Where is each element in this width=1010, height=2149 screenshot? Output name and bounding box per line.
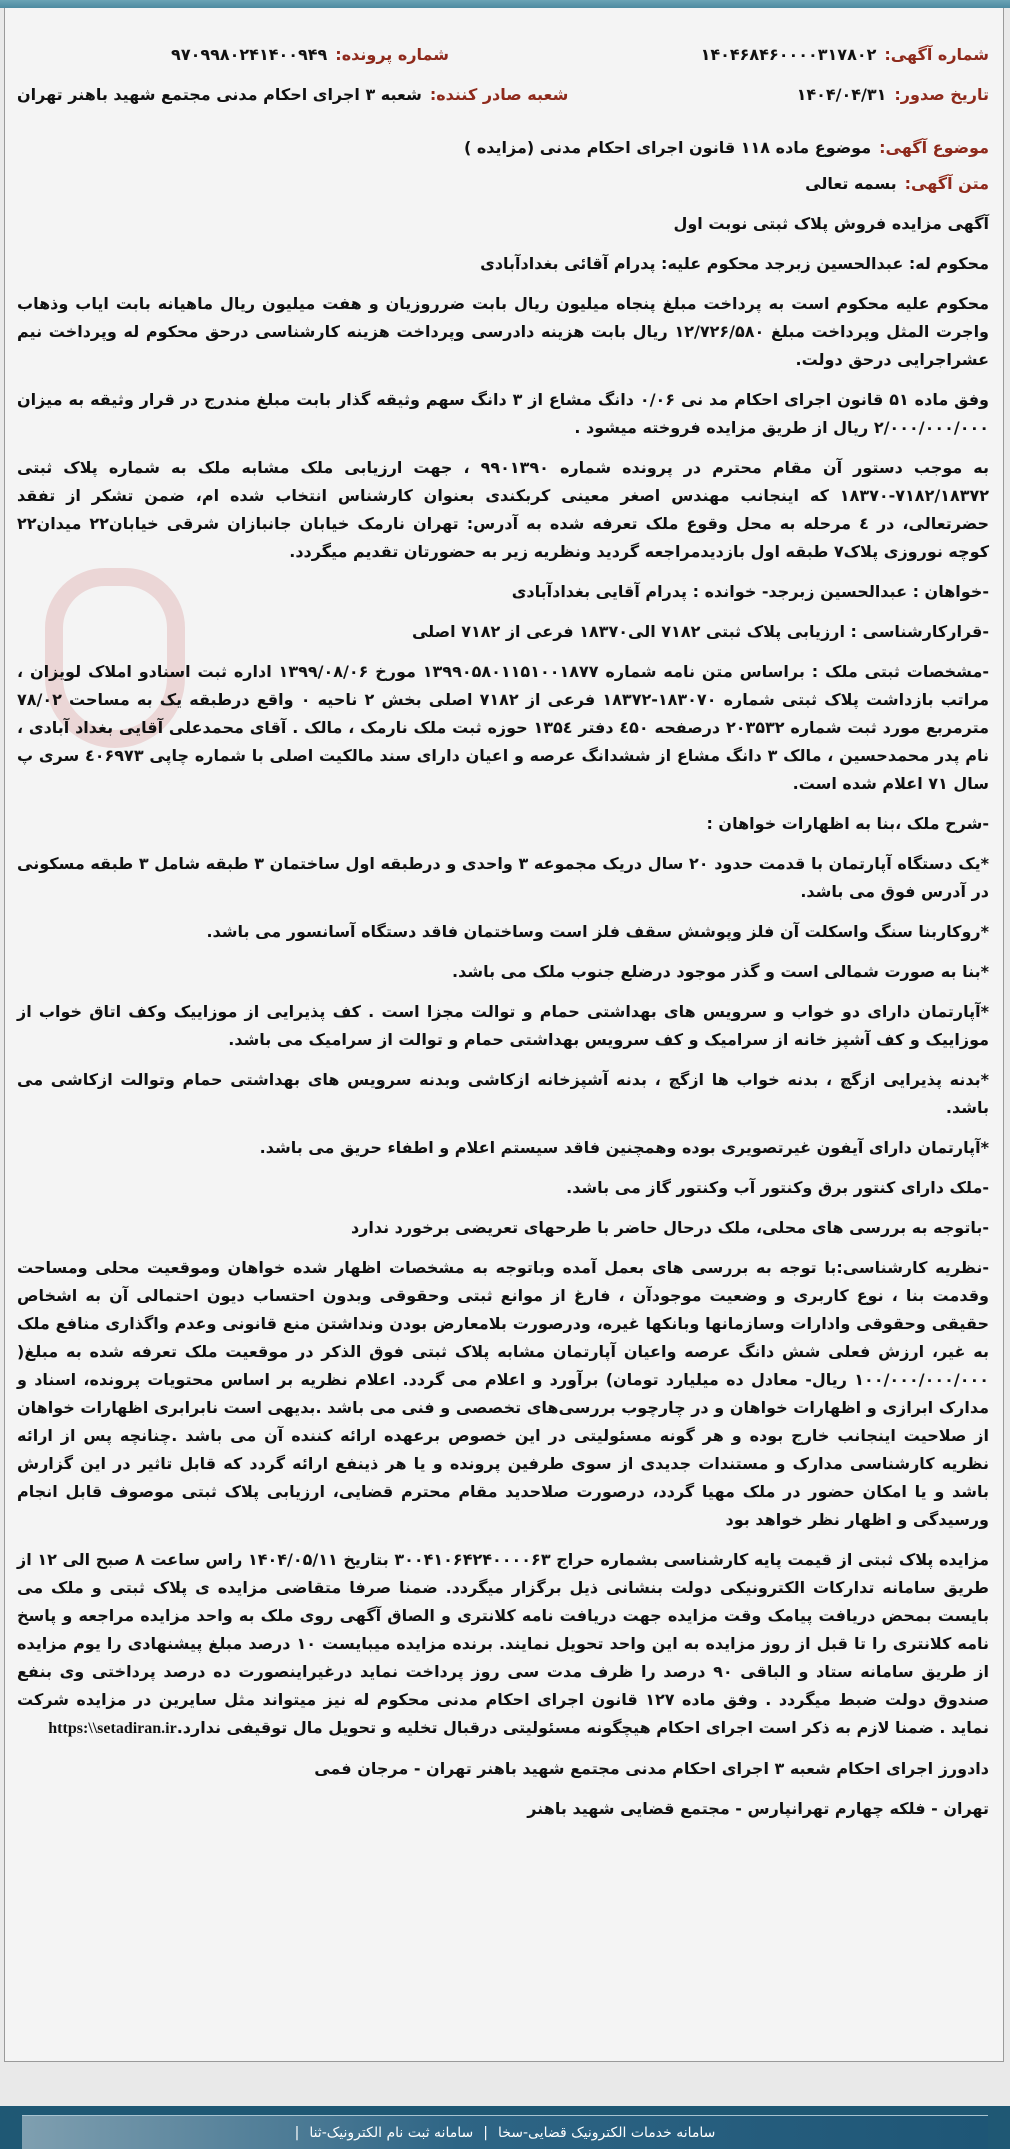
case-number-value: ۹۷۰۹۹۸۰۲۴۱۴۰۰۹۴۹ [171,44,328,64]
issue-date [568,85,989,104]
notice-paragraph: *بدنه پذیرایی ازگچ ، بدنه خواب ها ازگچ ، بدنه آشپزخانه ازکاشی وبدنه سرویس های بهداشتی حمام وتوالت ازکاشی می باشد. [17,1070,989,1117]
notice-paragraph [17,1546,989,1743]
header-row-1 [17,34,989,74]
footer-links [22,2115,988,2149]
address: تهران - فلکه چهارم تهرانپارس - مجتمع قضایی شهید باهنر [527,1799,989,1818]
issuer-value: شعبه ۳ اجرای احکام مدنی مجتمع شهید باهنر تهران [17,84,422,104]
case-number [171,45,449,64]
notice-paragraph: به موجب دستور آن مقام محترم در پرونده شماره ۹۹۰۱۳۹۰ ، جهت ارزیابی ملک مشابه ملک به شماره پلاک ثبتی ۷۱۸۲/۱۸۳۷۲-۱۸۳۷۰ که اینجانب مهندس اصغر معینی کربکندی بعنوان کارشناس انتخاب شده ام، ضمن تشکر از تفقد حضرتعالی، در ٤ مرحله به محل وقوع ملک تعرفه شده به آدرس: تهران نارمک خیابان جانبازان شرقی خیابان۲۲ میدان۲۲ کوچه نوروزی پلاک۷ طبقه اول بازدیدمراجعه گردید ونظریه زیر به حضورتان تقدیم میگردد. [17,458,990,561]
signature: دادورز اجرای احکام شعبه ۳ اجرای احکام مدنی مجتمع شهید باهنر تهران - مرجان فمی [314,1759,989,1778]
setadiran-link[interactable]: https:\\setadiran.ir [48,1720,177,1737]
notice-paragraph: محکوم علیه محکوم است به پرداخت مبلغ پنجاه میلیون ریال بابت ضرروزیان و هفت میلیون ریال ماهیانه بابت ایاب وذهاب واجرت المثل وپرداخت مبلغ ۱۲/۷۲۶/۵۸۰ ریال بابت هزینه دادرسی وپرداخت هزینه کارشناسی درحق محکوم له وپرداخت نیم عشراجرایی درحق دولت. [17,294,989,369]
notice-content [17,34,989,1835]
text-field [17,166,989,202]
notice-body [17,210,989,1743]
text-opening: بسمه تعالی [805,174,897,193]
case-number-label: شماره پرونده: [335,44,449,64]
footer-link-sakha[interactable]: سامانه خدمات الکترونیک قضایی-سخا [497,2124,716,2141]
subject-field [17,130,989,166]
notice-paragraph: -باتوجه به بررسی های محلی، ملک درحال حاضر با طرحهای تعریضی برخورد ندارد [350,1218,989,1237]
footer [0,2106,1010,2149]
notice-paragraph: -قرارکارشناسی : ارزیابی پلاک ثبتی ۷۱۸۲ الی۱۸۳۷۰ فرعی از ۷۱۸۲ اصلی [411,622,989,641]
issue-date-label: تاریخ صدور: [894,84,989,104]
top-bar [0,0,1010,8]
notice-number [449,45,989,64]
footer-link-sana[interactable]: سامانه ثبت نام الکترونیک-ثنا [309,2124,474,2141]
subject-value: موضوع ماده ۱۱۸ قانون اجرای احکام مدنی (مزایده ) [463,138,872,157]
footer-separator: | [483,2124,488,2141]
notice-paragraph: وفق ماده ۵۱ قانون اجرای احکام مد نی ۰/۰۶ دانگ مشاع از ۳ دانگ سهم وثیقه گذار بابت مبلغ مندرج در قرار وثیقه به میزان ۲/۰۰۰/۰۰۰/۰۰۰ ریال از طریق مزایده فروخته میشود . [17,390,990,437]
notice-number-value: ۱۴۰۴۶۸۴۶۰۰۰۰۳۱۷۸۰۲ [700,44,877,64]
issuer [17,85,568,104]
notice-paragraph: *بنا به صورت شمالی است و گذر موجود درضلع جنوب ملک می باشد. [452,962,989,981]
notice-paragraph: *روکاربنا سنگ واسکلت آن فلز وپوشش سقف فلز است وساختمان فاقد دستگاه آسانسور می باشد. [206,922,989,941]
paragraph-text: مزایده پلاک ثبتی از قیمت پایه کارشناسی بشماره حراج ۳۰۰۴۱۰۶۴۲۴۰۰۰۰۶۳ بتاریخ ۱۴۰۴/۰۵/۱۱ راس ساعت ۸ صبح الی ۱۲ از طریق سامانه تدارکات الکترونیکی دولت بنشانی ذیل برگزار میگردد. ضمنا صرفا متقاضی مزایده ی پلاک ثبتی و ملک می بایست بمحض دریافت پیامک وقت مزایده جهت دریافت نامه کلانتری و الصاق آگهی روی ملک به واحد مزایده مراجعه و پاسخ نامه کلانتری را تا قبل از روز مزایده به این واحد تحویل نمایند. برنده مزایده میبایست ۱۰ درصد مبلغ پیشنهادی را یوم مزایده از طریق سامانه ستاد و الباقی ۹۰ درصد را ظرف مدت سی روز پرداخت نماید درغیراینصورت ده درصد پرداختی وی بنفع صندوق دولت ضبط میگردد . وفق ماده ۱۲۷ قانون اجرای احکام مدنی محکوم له نیز میتواند مثل سایرین در مزایده شرکت نماید . ضمنا لازم به ذکر است اجرای احکام هیچگونه مسئولیتی درقبال تخلیه و تحویل مال توقیفی ندارد. [17,1550,990,1737]
notice-card [4,8,1004,2062]
notice-paragraph: -مشخصات ثبتی ملک : براساس متن نامه شماره ۱۳۹۹۰۵۸۰۱۱۵۱۰۰۱۸۷۷ مورخ ۱۳۹۹/۰۸/۰۶ اداره ثبت اسنادو املاک لویزان ، مراتب بازداشت پلاک ثبتی شماره ۱۸۳۰۷۰-۱۸۳۷۲ فرعی از ۷۱۸۲ اصلی بخش ۲ ناحیه ۰ واقع درطبقه یک به مساحت ۷۸/۰۲ مترمربع مورد ثبت شماره ۲۰۳۵۳۲ درصفحه ٤۵۰ دفتر ۱۳۵٤ حوزه ثبت ملک نارمک ، مالک . آقای محمدعلی آقایی بغداد آبادی ، نام پدر محمدحسین ، مالک ۳ دانگ مشاع از ششدانگ عرصه و اعیان دارای سند مالکیت اصلی با شماره چاپی ٤۰۶۹۷۳ سری پ سال ۷۱ اعلام شده است. [17,662,990,793]
issue-date-value: ۱۴۰۴/۰۴/۳۱ [796,84,887,104]
notice-paragraph: -خواهان : عبدالحسین زبرجد- خوانده : پدرام آقایی بغدادآبادی [511,582,989,601]
notice-paragraph: محکوم له: عبدالحسین زبرجد محکوم علیه: پدرام آقائی بغدادآبادی [480,254,989,273]
header-row-2 [17,74,989,114]
notice-number-label: شماره آگهی: [884,44,989,64]
notice-paragraph: *آپارتمان دارای دو خواب و سرویس های بهداشتی حمام و توالت مجزا است . کف پذیرایی از موزاییک وکف اتاق خواب از موزاییک و کف آشپز خانه از سرامیک و کف سرویس بهداشتی حمام و توالت از سرامیک می باشد. [17,1002,989,1049]
notice-paragraph: *یک دستگاه آپارتمان با قدمت حدود ۲۰ سال دریک مجموعه ۳ واحدی و درطبقه اول ساختمان ۳ طبقه شامل ۳ طبقه مسکونی در آدرس فوق می باشد. [17,854,990,901]
notice-paragraph: *آپارتمان دارای آیفون غیرتصویری بوده وهمچنین فاقد سیستم اعلام و اطفاء حریق می باشد. [259,1138,989,1157]
notice-paragraph: -شرح ملک ،بنا به اظهارات خواهان : [706,814,989,833]
issuer-label: شعبه صادر کننده: [429,84,569,104]
text-label: متن آگهی: [904,174,989,193]
notice-paragraph: آگهی مزایده فروش پلاک ثبتی نوبت اول [673,214,989,233]
notice-paragraph: -ملک دارای کنتور برق وکنتور آب وکنتور گاز می باشد. [566,1178,989,1197]
notice-paragraph: -نظریه کارشناسی:با توجه به بررسی های بعمل آمده وباتوجه به مشخصات اظهار شده خواهان وموقعیت محلی ومساحت وقدمت بنا ، نوع کاربری و وضعیت موجودآن ، فارغ از موانع ثبتی وحقوقی وبدون احتساب دیون احتمالی آن به اشخاص حقیقی وحقوقی وادارات وسازمانها وبانکها غیره، ودرصورت بلامعارض بودن ونداشتن منع قانونی وعدم واگذاری منافع ملک به غیر، ارزش فعلی شش دانگ عرصه واعیان آپارتمان مشابه پلاک ثبتی فوق الذکر در موقعیت ملک تعرفه شده به مبلغ( ۱۰۰/۰۰۰/۰۰۰/۰۰۰ ریال- معادل ده میلیارد تومان) برآورد و اعلام می گردد. اعلام نظریه بر اساس محتویات پرونده، اسناد و مدارک ابرازی و اظهارات خواهان و در چارچوب بررسی‌های تخصصی و فنی می باشد .بدیهی است نابرابری اظهارات خواهان از صلاحیت اینجانب خارج بوده و هر گونه مسئولیتی در این خصوص برعهده ارائه کننده آن می باشد .چنانچه پس از ارائه نظریه کارشناسی مدارک و مستندات جدیدی از سوی طرفین پرونده و یا هر ذینفع ارائه گردد که قابل تاثیر در این گزارش باشد و یا امکان حضور در ملک مهیا گردد، درصورت صلاحدید مقام محترم قضایی، ارزیابی پلاک ثبتی موصوف قابل انجام ورسیدگی و اظهار نظر خواهد بود [17,1258,989,1529]
subject-label: موضوع آگهی: [879,138,989,157]
footer-separator: | [294,2124,300,2141]
